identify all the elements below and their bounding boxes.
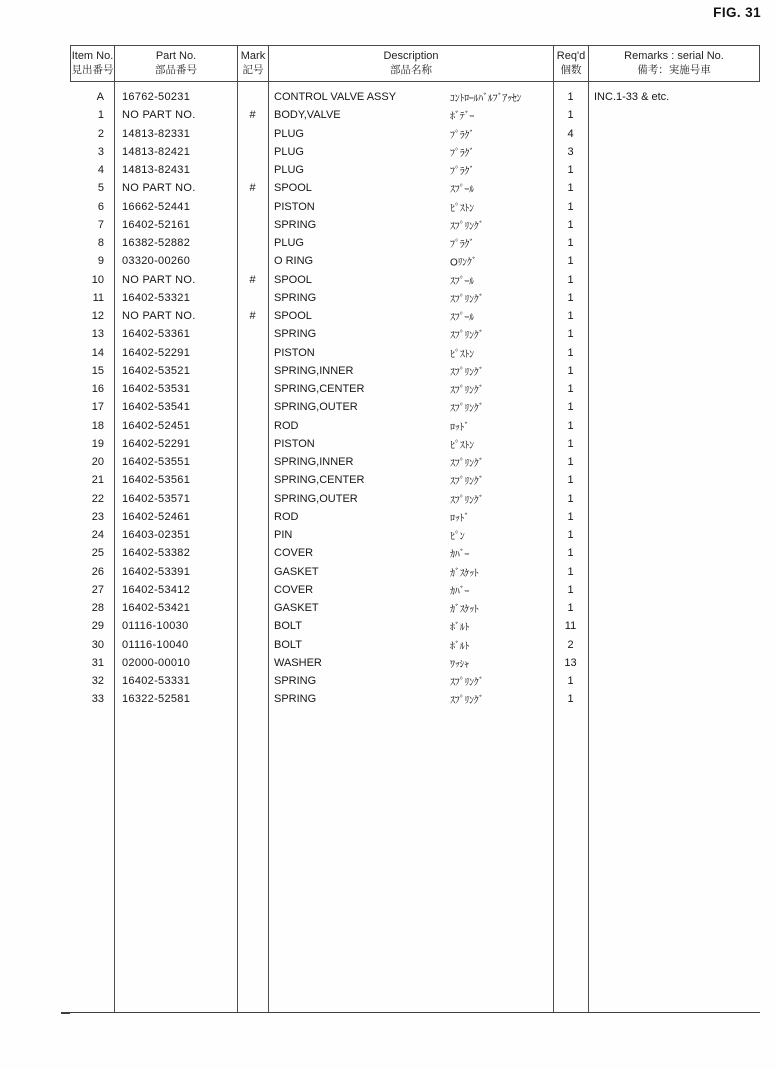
table-row [70, 362, 760, 380]
table-row [70, 508, 760, 526]
table-row [70, 234, 760, 252]
description-en-text: PLUG [274, 237, 304, 250]
description-en-text: SPRING,INNER [274, 456, 354, 469]
item-no-cell: 17 [91, 401, 104, 414]
description-cell [268, 347, 553, 359]
table-row [70, 271, 760, 289]
part-no-cell: 16662-52441 [122, 200, 191, 213]
mark-cell: # [249, 273, 256, 286]
part-no-cell: 16402-53541 [122, 401, 191, 414]
description-ja-text: ｶﾊﾞｰ [450, 549, 470, 561]
description-en-text: PLUG [274, 164, 304, 177]
description-cell [268, 328, 553, 340]
part-no-cell: 14813-82421 [122, 145, 191, 158]
description-cell [268, 620, 553, 632]
reqd-cell: 1 [567, 255, 574, 268]
description-cell [268, 456, 553, 468]
description-en-text: SPRING [274, 291, 317, 304]
part-no-cell: 16402-53391 [122, 565, 191, 578]
item-no-cell: 28 [91, 602, 104, 615]
item-no-cell: 27 [91, 583, 104, 596]
reqd-cell: 2 [567, 638, 574, 651]
description-en-text: CONTROL VALVE ASSY [274, 91, 397, 104]
reqd-cell: 1 [567, 200, 574, 213]
description-cell [268, 584, 553, 596]
table-row [70, 690, 760, 708]
part-no-cell: 16762-50231 [122, 91, 191, 104]
header-item-no [71, 46, 115, 81]
remarks-cell: INC.1-33 & etc. [594, 91, 670, 104]
header-mark [238, 46, 269, 81]
description-en-text: SPRING,CENTER [274, 474, 365, 487]
reqd-cell: 1 [567, 164, 574, 177]
part-no-cell: 16402-53551 [122, 456, 191, 469]
item-no-cell: 18 [91, 419, 104, 432]
header-description-en: Description [383, 50, 439, 63]
item-no-cell: A [96, 91, 104, 104]
reqd-cell: 1 [567, 310, 574, 323]
part-no-cell: 16402-53382 [122, 547, 191, 560]
header-mark-ja: 記号 [242, 63, 264, 76]
table-row [70, 106, 760, 124]
reqd-cell: 11 [564, 620, 577, 633]
part-no-cell: 16402-53571 [122, 492, 191, 505]
header-item-no-ja: 見出番号 [71, 63, 114, 76]
description-en-text: PISTON [274, 200, 315, 213]
table-row [70, 435, 760, 453]
description-cell [268, 109, 553, 121]
description-en-text: SPOOL [274, 182, 312, 195]
table-row [70, 490, 760, 508]
description-cell [268, 128, 553, 140]
description-ja-text: ｽﾌﾟﾘﾝｸﾞ [450, 495, 484, 507]
header-part-no-en: Part No. [155, 50, 197, 63]
part-no-cell: 16402-52461 [122, 510, 191, 523]
table-row [70, 252, 760, 270]
description-cell [268, 146, 553, 158]
description-ja-text: ﾎﾞﾙﾄ [450, 622, 470, 634]
item-no-cell: 11 [92, 291, 104, 304]
part-no-cell: 16402-52291 [122, 437, 191, 450]
item-no-cell: 33 [91, 693, 104, 706]
table-row [70, 654, 760, 672]
description-ja-text: ｽﾌﾟﾘﾝｸﾞ [450, 385, 484, 397]
description-ja-text: Oﾘﾝｸﾞ [450, 257, 477, 269]
item-no-cell: 10 [91, 273, 104, 286]
header-reqd-en: Req'd [556, 50, 586, 63]
part-no-cell: 16402-53361 [122, 328, 191, 341]
table-body-rows [70, 88, 760, 709]
item-no-cell: 22 [91, 492, 104, 505]
description-cell [268, 91, 553, 103]
description-cell [268, 201, 553, 213]
item-no-cell: 7 [97, 218, 104, 231]
reqd-cell: 1 [567, 529, 574, 542]
description-en-text: BODY,VALVE [274, 109, 341, 122]
item-no-cell: 26 [91, 565, 104, 578]
table-row [70, 380, 760, 398]
description-ja-text: ﾛｯﾄﾞ [450, 513, 470, 525]
item-no-cell: 2 [97, 127, 104, 140]
mark-cell: # [249, 182, 256, 195]
description-cell [268, 657, 553, 669]
table-row [70, 289, 760, 307]
table-row [70, 417, 760, 435]
description-en-text: SPOOL [274, 273, 312, 286]
item-no-cell: 30 [91, 638, 104, 651]
description-ja-text: ｽﾌﾟｰﾙ [450, 276, 474, 288]
header-remarks [589, 46, 759, 81]
item-no-cell: 20 [91, 456, 104, 469]
part-no-cell: 16402-53531 [122, 383, 191, 396]
reqd-cell: 1 [567, 218, 574, 231]
description-cell [268, 566, 553, 578]
table-bottom-rule [61, 1012, 70, 1014]
item-no-cell: 29 [91, 620, 104, 633]
description-cell [268, 164, 553, 176]
reqd-cell: 1 [567, 547, 574, 560]
part-no-cell: 16402-53521 [122, 364, 191, 377]
part-no-cell: 02000-00010 [122, 656, 191, 669]
item-no-cell: 1 [97, 109, 104, 122]
part-no-cell: 03320-00260 [122, 255, 191, 268]
description-ja-text: ｽﾌﾟﾘﾝｸﾞ [450, 403, 484, 415]
description-en-text: ROD [274, 419, 299, 432]
header-reqd [554, 46, 589, 81]
item-no-cell: 19 [91, 437, 104, 450]
reqd-cell: 1 [567, 401, 574, 414]
description-cell [268, 529, 553, 541]
part-no-cell: 01116-10030 [122, 620, 189, 633]
description-en-text: SPRING,OUTER [274, 401, 358, 414]
mark-cell: # [249, 109, 256, 122]
description-en-text: WASHER [274, 656, 322, 669]
reqd-cell: 1 [567, 237, 574, 250]
description-cell [268, 401, 553, 413]
description-ja-text: ﾌﾟﾗｸﾞ [450, 130, 475, 142]
reqd-cell: 1 [567, 675, 574, 688]
item-no-cell: 16 [91, 383, 104, 396]
table-row [70, 161, 760, 179]
item-no-cell: 5 [97, 182, 104, 195]
description-ja-text: ｽﾌﾟﾘﾝｸﾞ [450, 221, 484, 233]
part-no-cell: 16402-53421 [122, 602, 191, 615]
description-ja-text: ｽﾌﾟｰﾙ [450, 184, 474, 196]
table-row [70, 398, 760, 416]
reqd-cell: 1 [567, 364, 574, 377]
description-ja-text: ﾋﾟﾝ [450, 531, 465, 543]
header-remarks-en: Remarks : serial No. [624, 50, 724, 63]
description-cell [268, 547, 553, 559]
header-remarks-ja: 備考：実施号車 [637, 63, 711, 76]
description-cell [268, 420, 553, 432]
reqd-cell: 1 [567, 456, 574, 469]
description-en-text: ROD [274, 510, 299, 523]
part-no-cell: 14813-82431 [122, 164, 191, 177]
reqd-cell: 1 [567, 346, 574, 359]
table-row [70, 344, 760, 362]
reqd-cell: 1 [567, 109, 574, 122]
item-no-cell: 24 [91, 529, 104, 542]
description-en-text: COVER [274, 583, 314, 596]
description-cell [268, 511, 553, 523]
table-row [70, 471, 760, 489]
description-ja-text: ﾌﾟﾗｸﾞ [450, 148, 475, 160]
table-row [70, 88, 760, 106]
table-row [70, 544, 760, 562]
description-cell [268, 675, 553, 687]
description-cell [268, 255, 553, 267]
item-no-cell: 25 [91, 547, 104, 560]
item-no-cell: 3 [97, 145, 104, 158]
description-en-text: PISTON [274, 346, 315, 359]
table-row [70, 526, 760, 544]
description-cell [268, 493, 553, 505]
item-no-cell: 14 [91, 346, 104, 359]
description-ja-text: ﾌﾟﾗｸﾞ [450, 239, 475, 251]
table-row [70, 179, 760, 197]
description-ja-text: ﾋﾟｽﾄﾝ [450, 440, 474, 452]
part-no-cell: NO PART NO. [122, 273, 196, 286]
description-ja-text: ｽﾌﾟﾘﾝｸﾞ [450, 294, 484, 306]
description-en-text: SPRING,OUTER [274, 492, 358, 505]
description-en-text: PIN [274, 529, 293, 542]
part-no-cell: 16402-52291 [122, 346, 191, 359]
table-row [70, 617, 760, 635]
reqd-cell: 1 [567, 492, 574, 505]
part-no-cell: 16382-52882 [122, 237, 191, 250]
reqd-cell: 1 [567, 383, 574, 396]
reqd-cell: 1 [567, 583, 574, 596]
table-row [70, 581, 760, 599]
description-cell [268, 310, 553, 322]
reqd-cell: 1 [567, 273, 574, 286]
reqd-cell: 1 [567, 565, 574, 578]
reqd-cell: 1 [567, 291, 574, 304]
table-row [70, 453, 760, 471]
part-no-cell: 16403-02351 [122, 529, 191, 542]
description-en-text: GASKET [274, 565, 319, 578]
part-no-cell: NO PART NO. [122, 310, 196, 323]
header-item-no-en: Item No. [71, 50, 114, 63]
reqd-cell: 1 [567, 328, 574, 341]
description-ja-text: ﾛｯﾄﾞ [450, 422, 470, 434]
reqd-cell: 1 [567, 437, 574, 450]
description-cell [268, 292, 553, 304]
table-row [70, 599, 760, 617]
description-ja-text: ｽﾌﾟﾘﾝｸﾞ [450, 476, 484, 488]
table-row [70, 198, 760, 216]
part-no-cell: NO PART NO. [122, 182, 196, 195]
description-cell [268, 639, 553, 651]
description-en-text: SPRING [274, 218, 317, 231]
description-cell [268, 383, 553, 395]
item-no-cell: 9 [97, 255, 104, 268]
part-no-cell: 16322-52581 [122, 693, 191, 706]
item-no-cell: 8 [97, 237, 104, 250]
description-en-text: BOLT [274, 638, 302, 651]
description-en-text: SPRING [274, 675, 317, 688]
description-ja-text: ﾎﾞﾙﾄ [450, 641, 470, 653]
description-ja-text: ｶﾞｽｹｯﾄ [450, 604, 479, 616]
table-row [70, 325, 760, 343]
reqd-cell: 1 [567, 474, 574, 487]
item-no-cell: 12 [91, 310, 104, 323]
description-en-text: O RING [274, 255, 314, 268]
description-ja-text: ｶﾊﾞｰ [450, 586, 470, 598]
description-cell [268, 602, 553, 614]
description-ja-text: ﾋﾟｽﾄﾝ [450, 349, 474, 361]
table-row [70, 143, 760, 161]
item-no-cell: 15 [91, 364, 104, 377]
figure-label: FIG. 31 [713, 5, 761, 20]
table-row [70, 672, 760, 690]
header-part-no-ja: 部品番号 [155, 63, 197, 76]
item-no-cell: 6 [97, 200, 104, 213]
reqd-cell: 13 [564, 656, 577, 669]
description-en-text: PLUG [274, 145, 304, 158]
part-no-cell: 16402-52161 [122, 218, 191, 231]
description-en-text: PLUG [274, 127, 304, 140]
reqd-cell: 3 [567, 145, 574, 158]
reqd-cell: 1 [567, 602, 574, 615]
reqd-cell: 1 [567, 91, 574, 104]
table-row [70, 125, 760, 143]
part-no-cell: 16402-53321 [122, 291, 191, 304]
reqd-cell: 1 [567, 182, 574, 195]
item-no-cell: 21 [91, 474, 104, 487]
part-no-cell: 16402-52451 [122, 419, 191, 432]
description-ja-text: ｽﾌﾟﾘﾝｸﾞ [450, 695, 484, 707]
description-cell [268, 237, 553, 249]
part-no-cell: 16402-53412 [122, 583, 191, 596]
part-no-cell: 01116-10040 [122, 638, 189, 651]
description-ja-text: ﾌﾟﾗｸﾞ [450, 166, 475, 178]
part-no-cell: 16402-53331 [122, 675, 191, 688]
description-cell [268, 693, 553, 705]
description-en-text: GASKET [274, 602, 319, 615]
reqd-cell: 1 [567, 693, 574, 706]
description-cell [268, 182, 553, 194]
description-ja-text: ﾎﾞﾃﾞｰ [450, 111, 475, 123]
item-no-cell: 32 [91, 675, 104, 688]
table-row [70, 636, 760, 654]
description-ja-text: ｺﾝﾄﾛｰﾙﾊﾞﾙﾌﾞｱｯｾﾝ [450, 93, 522, 105]
part-no-cell: NO PART NO. [122, 109, 196, 122]
mark-cell: # [249, 310, 256, 323]
description-en-text: SPRING [274, 693, 317, 706]
description-cell [268, 474, 553, 486]
description-ja-text: ｽﾌﾟｰﾙ [450, 312, 474, 324]
description-en-text: SPOOL [274, 310, 312, 323]
header-part-no [115, 46, 238, 81]
header-description [269, 46, 554, 81]
reqd-cell: 1 [567, 510, 574, 523]
table-row [70, 563, 760, 581]
description-en-text: SPRING,CENTER [274, 383, 365, 396]
description-ja-text: ｶﾞｽｹｯﾄ [450, 568, 479, 580]
reqd-cell: 1 [567, 419, 574, 432]
description-ja-text: ｽﾌﾟﾘﾝｸﾞ [450, 458, 484, 470]
description-cell [268, 438, 553, 450]
description-cell [268, 219, 553, 231]
table-body [70, 82, 760, 1013]
description-cell [268, 365, 553, 377]
description-en-text: COVER [274, 547, 314, 560]
description-en-text: SPRING [274, 328, 317, 341]
item-no-cell: 31 [91, 656, 104, 669]
parts-list-table [70, 45, 760, 1013]
table-row [70, 307, 760, 325]
part-no-cell: 16402-53561 [122, 474, 191, 487]
header-mark-en: Mark [240, 50, 266, 63]
description-en-text: PISTON [274, 437, 315, 450]
description-en-text: SPRING,INNER [274, 364, 354, 377]
description-ja-text: ﾋﾟｽﾄﾝ [450, 203, 474, 215]
description-en-text: BOLT [274, 620, 302, 633]
part-no-cell: 14813-82331 [122, 127, 191, 140]
item-no-cell: 13 [91, 328, 104, 341]
table-header-row [70, 45, 760, 82]
table-row [70, 216, 760, 234]
description-ja-text: ｽﾌﾟﾘﾝｸﾞ [450, 330, 484, 342]
header-reqd-ja: 個数 [560, 63, 582, 76]
description-ja-text: ｽﾌﾟﾘﾝｸﾞ [450, 677, 484, 689]
description-ja-text: ﾜｯｼｬ [450, 659, 469, 671]
item-no-cell: 4 [97, 164, 104, 177]
description-cell [268, 274, 553, 286]
reqd-cell: 4 [567, 127, 574, 140]
description-ja-text: ｽﾌﾟﾘﾝｸﾞ [450, 367, 484, 379]
header-description-ja: 部品名称 [390, 63, 432, 76]
item-no-cell: 23 [91, 510, 104, 523]
